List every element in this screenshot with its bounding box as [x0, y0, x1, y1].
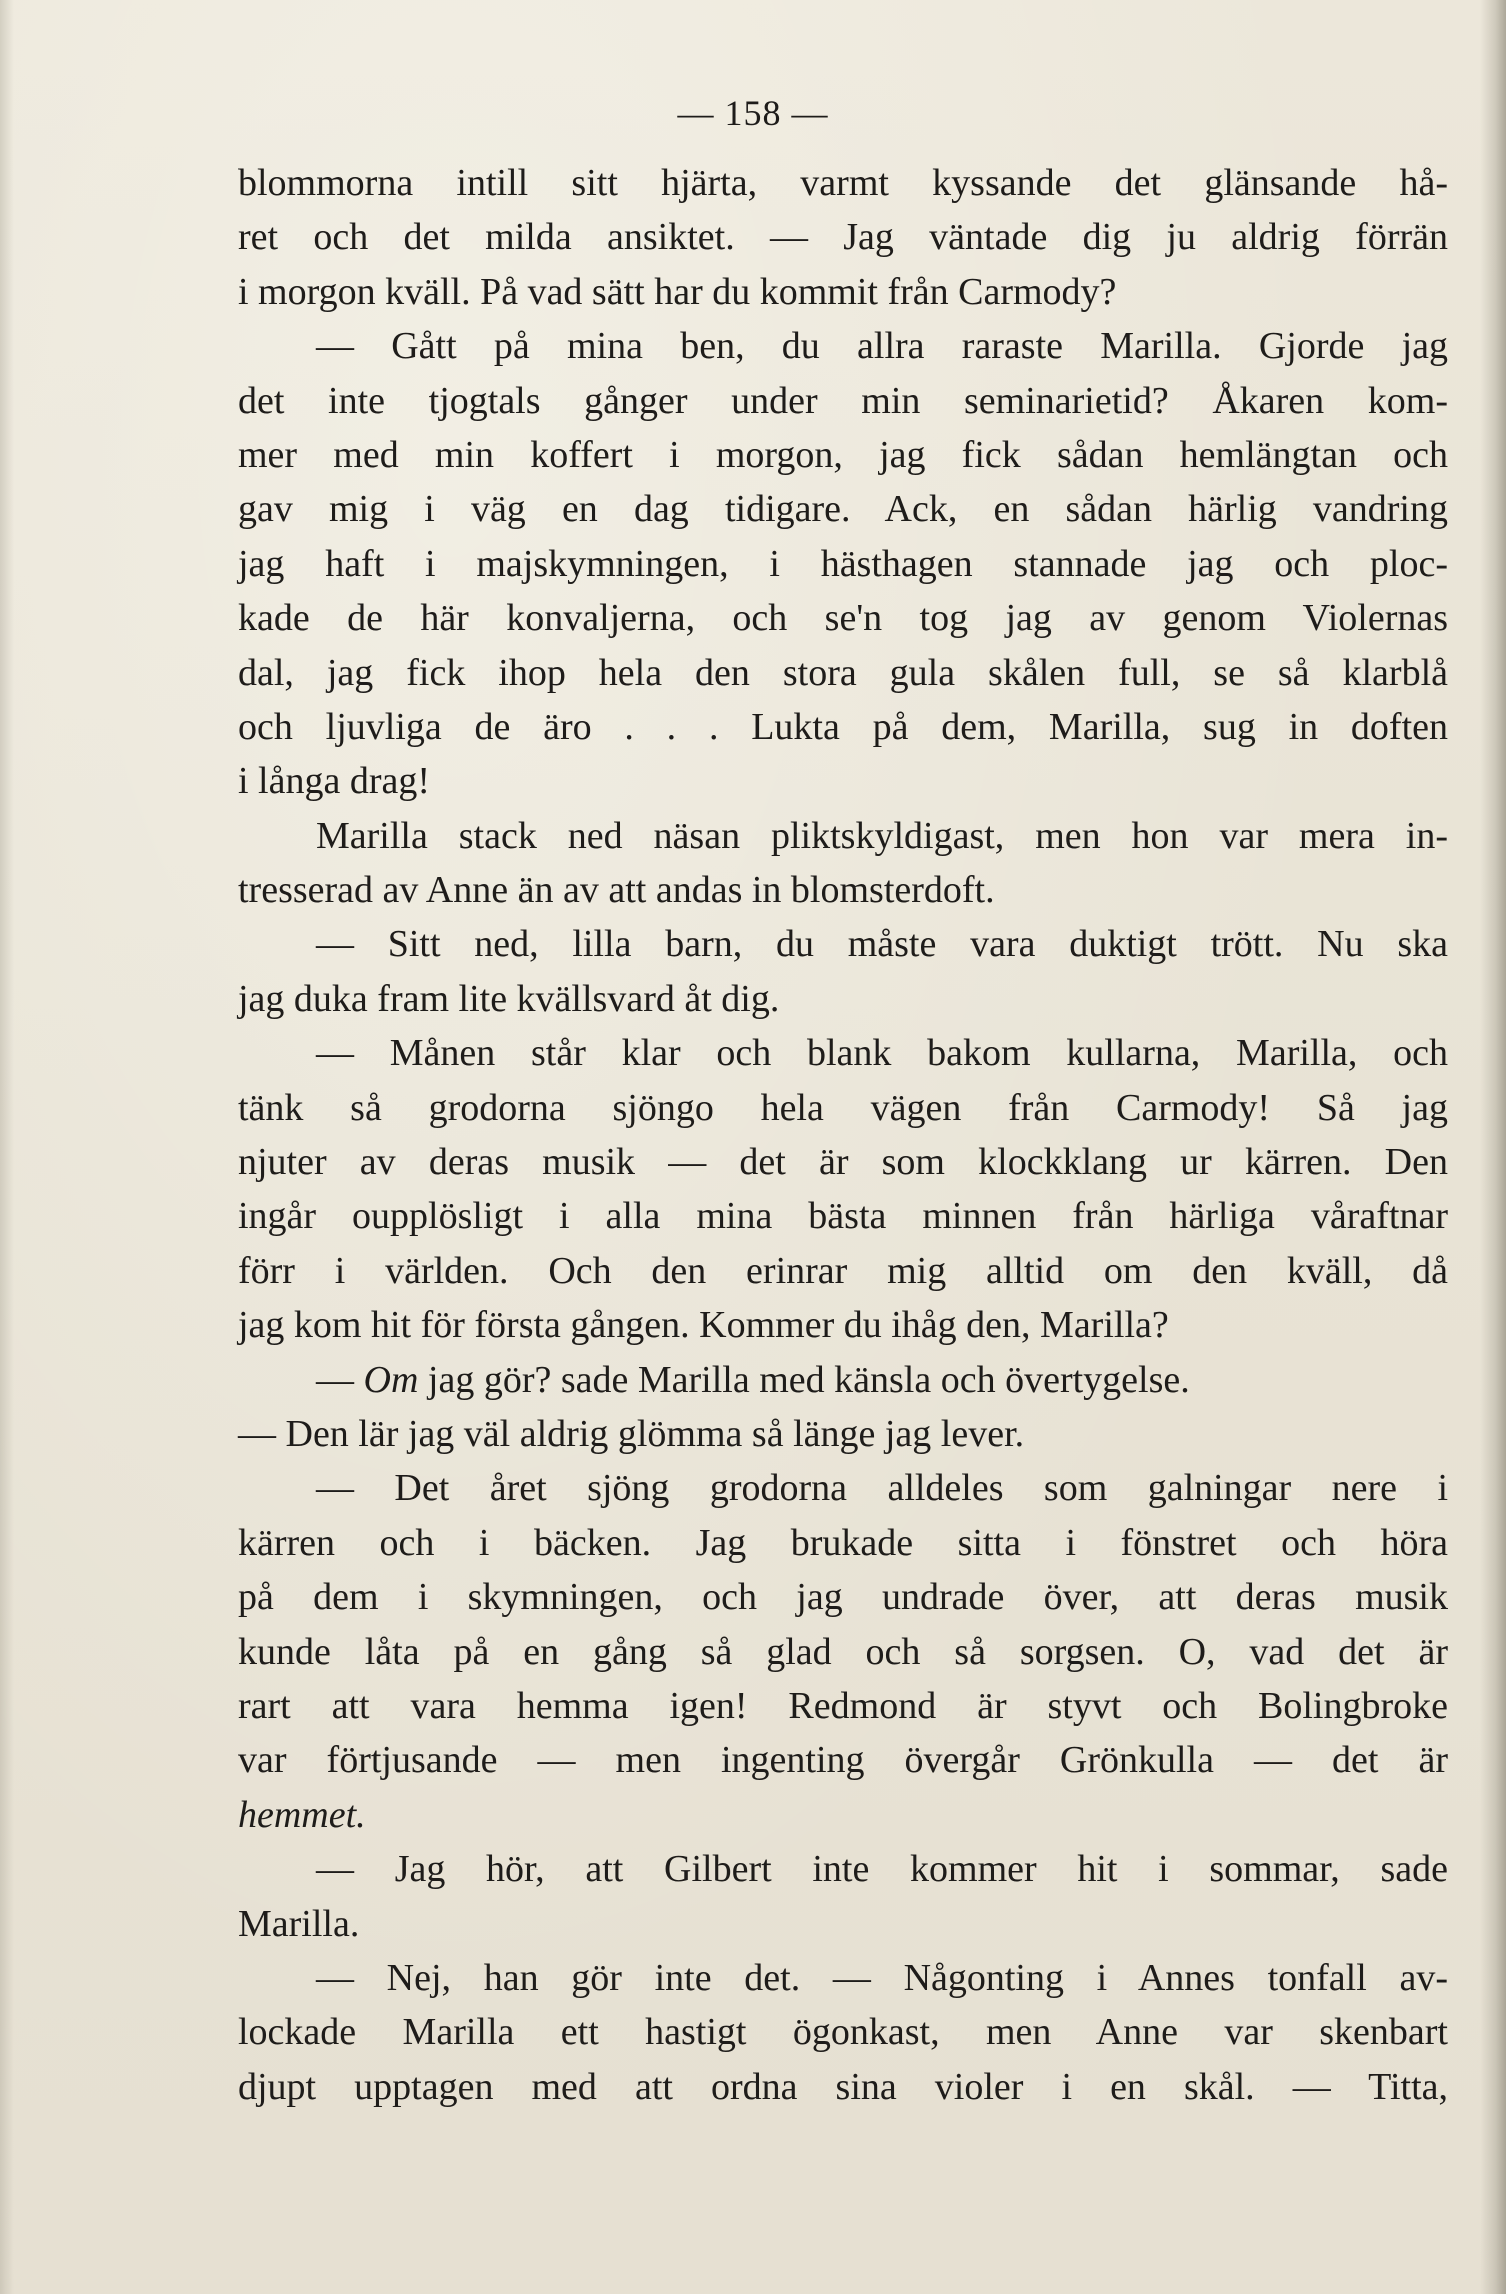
page-right-shadow [1480, 0, 1506, 2294]
text-line: i långa drag! [238, 760, 431, 803]
text-line: — Gått på mina ben, du allra raraste Marilla. Gjorde jag [316, 325, 1448, 368]
text-line: jag haft i majskymningen, i hästhagen stannade jag och ploc- [238, 542, 1448, 585]
text-line: dal, jag fick ihop hela den stora gula skålen full, se så klarblå [238, 651, 1448, 694]
text-line: kade de här konvaljerna, och se'n tog jag av genom Violernas [238, 597, 1448, 640]
page-left-shadow [0, 0, 14, 2294]
text-line: — Nej, han gör inte det. — Någonting i Annes tonfall av- [316, 1956, 1448, 1999]
text-line: djupt upptagen med att ordna sina violer i en skål. — Titta, [238, 2065, 1448, 2108]
text-line: lockade Marilla ett hastigt ögonkast, men Anne var skenbart [238, 2011, 1448, 2054]
text-line: — Månen står klar och blank bakom kullarna, Marilla, och [316, 1032, 1448, 1075]
text-line: Marilla stack ned näsan pliktskyldigast, men hon var mera in- [316, 814, 1448, 857]
text-line: och ljuvliga de äro . . . Lukta på dem, Marilla, sug in doften [238, 705, 1448, 748]
text-line: var förtjusande — men ingenting övergår Grönkulla — det är [238, 1739, 1448, 1782]
text-line: Marilla. [238, 1902, 360, 1945]
text-line: blommorna intill sitt hjärta, varmt kyssande det glänsande hå- [238, 162, 1448, 204]
text-line: rart att vara hemma igen! Redmond är styvt och Bolingbroke [238, 1684, 1448, 1727]
text-line: — Om jag gör? sade Marilla med känsla och övertygelse. [316, 1358, 1190, 1401]
text-line: tänk så grodorna sjöngo hela vägen från Carmody! Så jag [238, 1086, 1448, 1129]
text-line: — Sitt ned, lilla barn, du måste vara duktigt trött. Nu ska [316, 923, 1448, 966]
text-line: i morgon kväll. På vad sätt har du kommit från Carmody? [238, 270, 1117, 313]
text-line: kunde låta på en gång så glad och så sorgsen. O, vad det är [238, 1630, 1448, 1673]
text-line: mer med min koffert i morgon, jag fick sådan hemlängtan och [238, 433, 1448, 476]
text-line: jag duka fram lite kvällsvard åt dig. [238, 977, 780, 1020]
text-line: förr i världen. Och den erinrar mig alltid om den kväll, då [238, 1249, 1448, 1292]
text-line: — Det året sjöng grodorna alldeles som galningar nere i [316, 1467, 1448, 1510]
page-number: — 158 — [677, 93, 829, 133]
body-text [238, 156, 1448, 2114]
text-line: — Jag hör, att Gilbert inte kommer hit i sommar, sade [316, 1848, 1448, 1891]
text-line: njuter av deras musik — det är som klockklang ur kärren. Den [238, 1141, 1448, 1184]
text-line: tresserad av Anne än av att andas in blomsterdoft. [238, 869, 995, 912]
text-line: kärren och i bäcken. Jag brukade sitta i fönstret och höra [238, 1521, 1448, 1564]
text-line [238, 1788, 1448, 1842]
text-line: ingår oupplösligt i alla mina bästa minnen från härliga våraftnar [238, 1195, 1448, 1238]
text-line: det inte tjogtals gånger under min seminarietid? Åkaren kom- [238, 379, 1448, 422]
text-line: — Den lär jag väl aldrig glömma så länge jag lever. [238, 1412, 1025, 1455]
italic-text: hemmet. [238, 1793, 366, 1836]
text-line: på dem i skymningen, och jag undrade över, att deras musik [238, 1576, 1448, 1619]
text-line: jag kom hit för första gången. Kommer du ihåg den, Marilla? [238, 1304, 1169, 1347]
text-line: gav mig i väg en dag tidigare. Ack, en sådan härlig vandring [238, 488, 1448, 531]
text-line: ret och det milda ansiktet. — Jag väntade dig ju aldrig förrän [238, 216, 1448, 259]
italic-text: Om [363, 1358, 419, 1401]
